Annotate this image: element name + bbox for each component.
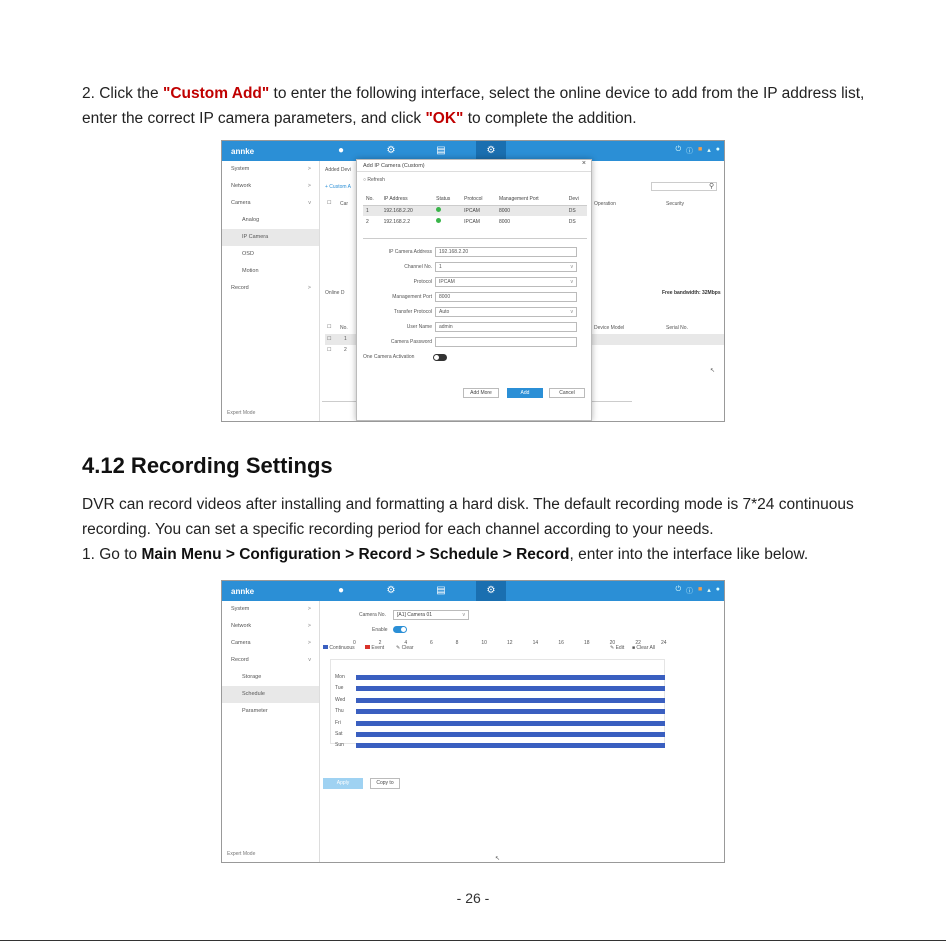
activation-label: One Camera Activation <box>363 354 415 360</box>
hour-tick-label: 14 <box>532 640 539 646</box>
transfer-protocol-row <box>357 307 593 318</box>
power-icon[interactable]: ⏻ <box>675 146 682 153</box>
chevron-icon: > <box>307 606 311 612</box>
checkbox[interactable]: ☐ <box>327 336 332 342</box>
hour-tick-label: 8 <box>455 640 459 646</box>
alert-icon[interactable]: ■ <box>698 586 703 593</box>
top-right-icons <box>675 586 720 596</box>
close-icon[interactable]: × <box>581 160 586 167</box>
custom-add-button[interactable]: + Custom A <box>325 184 351 190</box>
power-icon[interactable]: ⏻ <box>675 586 682 593</box>
cell-ip: 192.168.2.20 <box>383 207 413 214</box>
sidebar-item-label: Camera <box>231 200 251 206</box>
checkbox[interactable]: ☐ <box>327 200 332 206</box>
protocol-label: Protocol <box>413 279 432 285</box>
free-bandwidth-label: Free bandwidth: 32Mbps <box>662 290 721 296</box>
refresh-icon: ○ <box>363 177 367 183</box>
ip-address-field[interactable] <box>435 247 577 257</box>
refresh-label: Refresh <box>367 177 385 183</box>
sidebar-item-schedule[interactable] <box>222 686 319 703</box>
trash-icon: ■ <box>632 645 636 651</box>
legend-clear-label: Clear <box>401 645 414 651</box>
day-label: Tue <box>335 685 344 692</box>
gear-icon[interactable]: ⚙ <box>386 585 396 596</box>
sidebar-item-parameter[interactable] <box>222 703 319 720</box>
ip-address-row <box>357 247 593 258</box>
device-model-col-header: Device Model <box>594 325 625 331</box>
cursor-icon: ↖ <box>710 368 716 374</box>
security-col-header: Security <box>666 201 685 207</box>
col-header: Devi <box>568 196 579 203</box>
hour-tick-label: 16 <box>558 640 564 646</box>
schedule-bar-wed[interactable] <box>356 698 665 703</box>
sidebar-item-osd[interactable] <box>222 246 319 263</box>
cell-protocol: IPCAM <box>464 218 480 225</box>
camera-no-value: [A1] Camera 01 <box>397 612 433 618</box>
day-label: Thu <box>335 708 344 715</box>
status-cell <box>433 205 461 216</box>
help-icon[interactable]: ● <box>715 146 720 153</box>
no-col-header: No. <box>340 325 348 331</box>
user-name-field[interactable] <box>435 322 577 332</box>
camera-no-select[interactable] <box>393 610 469 620</box>
management-port-row <box>357 292 593 303</box>
sidebar-item-system[interactable] <box>222 601 319 618</box>
row-no: 2 <box>344 347 347 353</box>
added-devices-label: Added Devi <box>325 167 351 173</box>
footer-divider <box>0 940 946 941</box>
dialog-title: Add IP Camera (Custom) <box>357 160 591 172</box>
sidebar-item-record[interactable] <box>222 652 319 669</box>
step2-paragraph <box>82 81 872 131</box>
field-value: 1 <box>439 264 442 270</box>
hour-tick-label: 24 <box>661 640 667 646</box>
user-name-label: User Name <box>406 324 432 330</box>
info-icon[interactable]: ⓘ <box>686 588 694 595</box>
sidebar-item-label: Record <box>231 285 249 291</box>
chevron-icon: > <box>307 166 311 172</box>
table-row[interactable] <box>363 205 587 216</box>
sidebar-item-label: OSD <box>242 251 254 257</box>
transfer-protocol-label: Transfer Protocol <box>393 309 432 315</box>
legend-event-label: Event <box>371 645 385 651</box>
search-icon[interactable]: ⚲ <box>709 183 715 190</box>
online-device-table <box>363 194 587 227</box>
step1-text-suffix: , enter into the interface like below. <box>569 546 809 563</box>
field-value: 192.168.2.20 <box>439 249 469 255</box>
hour-tick-label: 12 <box>507 640 513 646</box>
cell-device: DS <box>568 218 576 225</box>
table-header <box>363 194 587 205</box>
chevron-icon: > <box>307 623 311 629</box>
continuous-swatch-icon <box>323 645 328 649</box>
online-status-icon <box>436 207 441 212</box>
field-value: admin <box>439 324 453 330</box>
top-bar <box>222 141 724 161</box>
camera-password-field[interactable] <box>435 337 577 347</box>
sidebar-item-ip-camera[interactable] <box>222 229 319 246</box>
channel-no-row <box>357 262 593 273</box>
channel-no-label: Channel No. <box>404 264 432 270</box>
day-label: Mon <box>335 674 345 680</box>
help-icon[interactable]: ● <box>715 586 720 593</box>
online-status-icon <box>436 218 441 223</box>
hour-tick-label: 22 <box>635 640 641 646</box>
chevron-icon: > <box>307 640 311 646</box>
enable-label: Enable <box>372 627 388 633</box>
sidebar-item-label: Analog <box>242 217 260 223</box>
expert-mode-label: Expert Mode <box>227 851 256 857</box>
cell-no: 2 <box>366 218 369 225</box>
hour-tick-label: 4 <box>404 640 408 646</box>
cell-no: 1 <box>366 207 369 214</box>
cell-port: 8000 <box>498 207 511 214</box>
hour-tick-label: 20 <box>609 640 616 646</box>
col-header: Protocol <box>464 196 483 203</box>
enable-toggle[interactable] <box>393 626 407 633</box>
chevron-down-icon: v <box>462 612 465 618</box>
row-no: 1 <box>344 336 347 342</box>
cell-port: 8000 <box>498 218 511 225</box>
field-value: Auto <box>439 309 450 315</box>
step2-text-middle: to enter the following interface, select the online device to add from the IP address list, enter the correct IP camera parameters, and click <box>82 85 865 127</box>
chevron-down-icon: v <box>570 279 573 285</box>
menu-path: Main Menu > Configuration > Record > Schedule > Record <box>141 546 570 563</box>
intro-paragraph: DVR can record videos after installing and formatting a hard disk. The default recording mode is 7*24 continuous recording. You can set a specific recording period for each channel according to your needs. <box>82 496 854 538</box>
top-right-icons <box>675 146 720 156</box>
status-cell <box>433 216 461 227</box>
camera-password-row <box>357 337 593 348</box>
hour-tick-label: 2 <box>378 640 382 646</box>
stats-icon[interactable]: ▴ <box>707 147 711 154</box>
step1-paragraph <box>82 542 892 567</box>
page-number: - 26 - <box>456 890 490 906</box>
channel-no-select[interactable] <box>435 262 577 272</box>
cell-protocol: IPCAM <box>464 207 480 214</box>
field-value: 8000 <box>439 294 451 300</box>
sidebar-item-system[interactable] <box>222 161 319 178</box>
chevron-icon: v <box>308 200 311 206</box>
file-icon[interactable]: ▤ <box>436 145 446 156</box>
refresh-button[interactable] <box>363 177 385 183</box>
chevron-icon: v <box>308 657 311 663</box>
protocol-select[interactable] <box>435 277 577 287</box>
hour-tick-label: 6 <box>430 640 433 646</box>
step2-text-suffix: to complete the addition. <box>463 110 637 127</box>
record-schedule-screenshot <box>221 580 725 863</box>
ok-emphasis: "OK" <box>425 110 464 127</box>
expert-mode-link[interactable] <box>227 410 255 416</box>
edit-label: Edit <box>615 645 625 651</box>
sidebar-item-label: IP Camera <box>242 234 269 240</box>
brand-logo: annke <box>231 586 255 596</box>
alert-icon[interactable]: ■ <box>698 146 703 153</box>
copy-to-button[interactable]: Copy to <box>370 778 400 789</box>
settings-icon[interactable]: ⚙ <box>476 141 506 161</box>
protocol-row <box>357 277 593 288</box>
sidebar-item-network[interactable] <box>222 178 319 195</box>
col-header: No. <box>366 196 374 203</box>
sidebar-item-storage[interactable] <box>222 669 319 686</box>
sidebar-item-label: Parameter <box>242 708 268 714</box>
checkbox[interactable]: ☐ <box>327 347 332 353</box>
field-value: IPCAM <box>439 279 455 285</box>
legend-continuous[interactable] <box>323 645 355 651</box>
chevron-icon: > <box>307 285 311 291</box>
file-icon[interactable]: ▤ <box>436 585 446 596</box>
hour-tick-label: 18 <box>584 640 590 646</box>
cursor-icon: ↖ <box>495 856 501 862</box>
schedule-bar-sat[interactable] <box>356 732 665 737</box>
sidebar-item-label: Network <box>231 183 252 189</box>
add-more-button[interactable]: Add More <box>463 388 499 398</box>
apply-button[interactable]: Apply <box>323 778 363 789</box>
eraser-icon: ✎ <box>396 645 401 651</box>
chevron-down-icon: v <box>570 309 573 315</box>
info-icon[interactable]: ⓘ <box>686 148 694 155</box>
checkbox[interactable]: ☐ <box>327 324 332 330</box>
sidebar-item-label: Network <box>231 623 252 629</box>
add-ip-camera-screenshot <box>221 140 725 422</box>
camera-no-label: Camera No. <box>359 612 386 618</box>
schedule-bar-thu[interactable] <box>356 709 665 714</box>
chevron-icon: > <box>307 183 311 189</box>
sidebar-item-network[interactable] <box>222 618 319 635</box>
schedule-bar-mon[interactable] <box>356 675 665 680</box>
user-name-row <box>357 322 593 333</box>
sidebar-item-record[interactable] <box>222 280 319 297</box>
schedule-bar-sun[interactable] <box>356 743 665 748</box>
step1-text: 1. Go to <box>82 546 142 563</box>
brand-logo: annke <box>231 146 255 156</box>
hour-tick-label: 0 <box>353 640 356 646</box>
cell-device: DS <box>568 207 576 214</box>
management-port-label: Management Port <box>392 294 432 300</box>
sidebar <box>222 161 320 421</box>
ip-address-label: IP Camera Address <box>388 249 432 255</box>
sidebar-item-analog[interactable] <box>222 212 319 229</box>
camera-icon[interactable]: ● <box>337 585 345 596</box>
expert-mode-link[interactable] <box>227 851 255 857</box>
sidebar-item-label: System <box>231 166 250 172</box>
clear-all-label: Clear All <box>636 645 656 651</box>
col-header: Status <box>436 196 451 203</box>
section-heading: 4.12 Recording Settings <box>82 453 333 478</box>
add-ip-camera-dialog <box>356 159 592 421</box>
activation-row <box>357 352 593 363</box>
transfer-protocol-select[interactable] <box>435 307 577 317</box>
sidebar-item-label: System <box>231 606 250 612</box>
stats-icon[interactable]: ▴ <box>707 587 711 594</box>
sidebar-item-camera[interactable] <box>222 635 319 652</box>
expert-mode-label: Expert Mode <box>227 410 256 416</box>
cancel-button[interactable]: Cancel <box>549 388 585 398</box>
serial-no-col-header: Serial No. <box>666 325 688 331</box>
table-row[interactable] <box>363 216 587 227</box>
day-label: Sun <box>335 742 344 749</box>
camera-icon[interactable]: ● <box>337 145 345 156</box>
management-port-field[interactable] <box>435 292 577 302</box>
hour-tick-label: 10 <box>481 640 487 646</box>
custom-add-emphasis: "Custom Add" <box>162 85 270 102</box>
cam-col-header: Car <box>340 201 349 207</box>
event-swatch-icon <box>365 645 370 649</box>
step2-text: 2. Click the <box>82 85 163 102</box>
col-header: Management Port <box>498 196 539 203</box>
divider <box>363 238 587 239</box>
legend-continuous-label: Continuous <box>329 645 355 651</box>
online-devices-label: Online D <box>325 290 345 296</box>
pencil-icon: ✎ <box>610 645 615 651</box>
cell-ip: 192.168.2.2 <box>383 218 410 225</box>
operation-col-header: Operation <box>594 201 616 207</box>
add-button[interactable]: Add <box>507 388 543 398</box>
sidebar-item-camera[interactable] <box>222 195 319 212</box>
search-input[interactable] <box>651 182 717 191</box>
settings-icon[interactable]: ⚙ <box>476 581 506 601</box>
sidebar-item-label: Schedule <box>242 691 265 697</box>
col-header: IP Address <box>383 196 408 203</box>
camera-password-label: Camera Password <box>390 339 432 345</box>
day-label: Wed <box>335 696 346 703</box>
schedule-bar-tue[interactable] <box>356 686 665 691</box>
sidebar <box>222 601 320 862</box>
sidebar-item-label: Record <box>231 657 249 663</box>
chevron-down-icon: v <box>570 264 573 270</box>
sidebar-item-label: Motion <box>242 268 259 274</box>
schedule-bar-fri[interactable] <box>356 721 665 726</box>
sidebar-item-label: Storage <box>242 674 262 680</box>
gear-icon[interactable]: ⚙ <box>386 145 396 156</box>
day-label: Fri <box>335 719 341 726</box>
day-label: Sat <box>335 731 343 737</box>
activation-toggle[interactable] <box>433 354 447 361</box>
sidebar-item-label: Camera <box>231 640 251 646</box>
sidebar-item-motion[interactable] <box>222 263 319 280</box>
top-bar <box>222 581 724 601</box>
